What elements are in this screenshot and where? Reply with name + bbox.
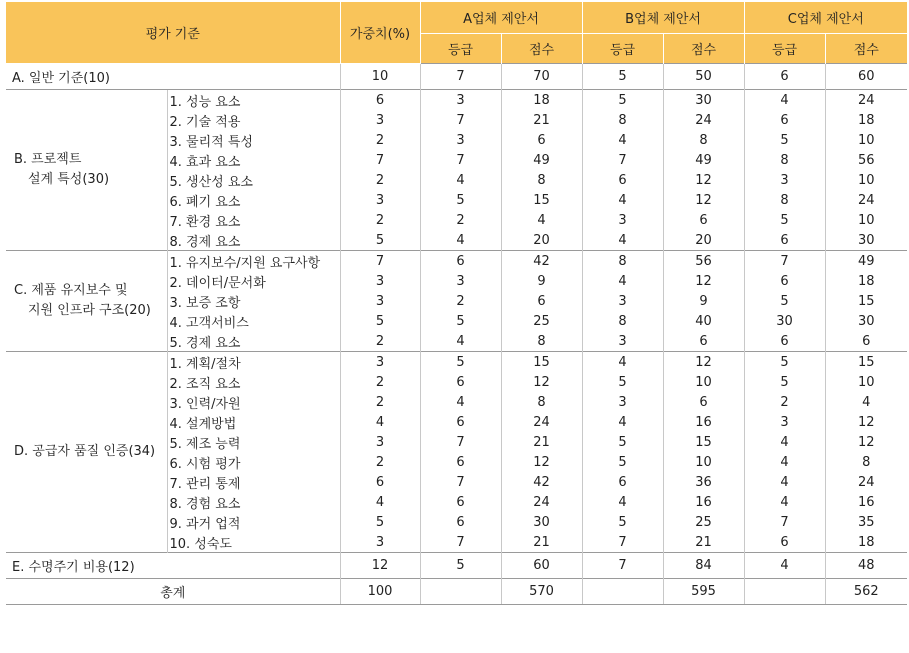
score-b-cell: 9 (663, 291, 744, 311)
row-general-criteria (6, 64, 907, 90)
grade-c-cell: 5 (744, 291, 825, 311)
grade-b-cell: 5 (582, 372, 663, 392)
score-b-cell: 12 (663, 190, 744, 210)
grade-a-cell: 7 (420, 472, 501, 492)
weight-cell: 3 (340, 432, 420, 452)
header-score-a: 점수 (501, 34, 582, 64)
score-c-cell: 56 (825, 150, 907, 170)
proposal-evaluation-table (6, 2, 907, 605)
sub-criterion-label: 3. 보증 조항 (167, 291, 340, 311)
sub-criterion-label: 1. 유지보수/지원 요구사항 (167, 251, 340, 272)
score-c-cell: 15 (825, 291, 907, 311)
grade-c-cell: 4 (744, 452, 825, 472)
grade-a-cell: 6 (420, 251, 501, 272)
score-a-cell: 25 (501, 311, 582, 331)
grade-c-cell: 7 (744, 512, 825, 532)
score-a-cell: 8 (501, 331, 582, 352)
group-project-design-category (6, 90, 167, 251)
grade-b-cell: 4 (582, 130, 663, 150)
score-a-cell: 8 (501, 392, 582, 412)
grade-a-cell: 7 (420, 150, 501, 170)
score-c-cell: 30 (825, 230, 907, 251)
score-a-cell: 4 (501, 210, 582, 230)
score-b-cell: 8 (663, 130, 744, 150)
score-a-cell: 21 (501, 532, 582, 553)
grade-c-cell: 6 (744, 230, 825, 251)
score-c-cell: 12 (825, 412, 907, 432)
score-b-cell: 20 (663, 230, 744, 251)
grade-c-cell: 2 (744, 392, 825, 412)
score-c-cell: 10 (825, 130, 907, 150)
grade-a-cell: 6 (420, 512, 501, 532)
sub-criterion-label: 7. 환경 요소 (167, 210, 340, 230)
score-a-cell: 15 (501, 352, 582, 373)
grade-b-cell: 6 (582, 170, 663, 190)
weight-cell: 2 (340, 210, 420, 230)
score-c-cell: 30 (825, 311, 907, 331)
sub-criterion-label: 4. 효과 요소 (167, 150, 340, 170)
score-a-cell: 49 (501, 150, 582, 170)
sub-criterion-label: 3. 인력/자원 (167, 392, 340, 412)
table-row (6, 90, 907, 111)
grade-c-cell: 5 (744, 352, 825, 373)
evaluation-table-container (6, 2, 907, 605)
grade-b-cell: 6 (582, 472, 663, 492)
weight-cell: 2 (340, 452, 420, 472)
sub-criterion-label: 5. 경제 요소 (167, 331, 340, 352)
group-maintenance-support-category (6, 251, 167, 352)
grade-c-cell: 6 (744, 271, 825, 291)
header-score-c: 점수 (825, 34, 907, 64)
weight-cell: 6 (340, 90, 420, 111)
grade-a-cell: 7 (420, 64, 501, 90)
score-c-cell: 4 (825, 392, 907, 412)
table-row (6, 251, 907, 272)
total-label: 총계 (6, 579, 340, 605)
grade-b-cell: 4 (582, 492, 663, 512)
grade-b-cell: 4 (582, 230, 663, 251)
score-c-cell: 24 (825, 472, 907, 492)
sub-criterion-label: 7. 관리 통제 (167, 472, 340, 492)
grade-b-cell: 3 (582, 210, 663, 230)
grade-b-cell: 8 (582, 251, 663, 272)
total-grade-b-cell (582, 579, 663, 605)
grade-a-cell: 2 (420, 210, 501, 230)
group-project-design-category-line1: B. 프로젝트 (14, 152, 82, 167)
score-c-cell: 15 (825, 352, 907, 373)
score-b-cell: 15 (663, 432, 744, 452)
weight-cell: 3 (340, 110, 420, 130)
sub-criterion-label: 4. 설계방법 (167, 412, 340, 432)
row-general-criteria-label: A. 일반 기준(10) (6, 64, 340, 90)
weight-cell: 3 (340, 352, 420, 373)
grade-a-cell: 6 (420, 492, 501, 512)
score-b-cell: 16 (663, 412, 744, 432)
grade-a-cell: 4 (420, 230, 501, 251)
score-a-cell: 12 (501, 452, 582, 472)
score-a-cell: 24 (501, 492, 582, 512)
weight-cell: 2 (340, 170, 420, 190)
score-c-cell: 60 (825, 64, 907, 90)
grade-c-cell: 4 (744, 432, 825, 452)
header-grade-b: 등급 (582, 34, 663, 64)
group-supplier-quality-category-line1: D. 공급자 품질 인증(34) (14, 444, 156, 459)
score-b-cell: 12 (663, 352, 744, 373)
score-b-cell: 21 (663, 532, 744, 553)
grade-b-cell: 7 (582, 532, 663, 553)
grade-c-cell: 4 (744, 553, 825, 579)
grade-a-cell: 7 (420, 532, 501, 553)
total-grade-c-cell (744, 579, 825, 605)
score-b-cell: 6 (663, 210, 744, 230)
weight-cell: 2 (340, 372, 420, 392)
grade-a-cell: 4 (420, 170, 501, 190)
score-b-cell: 25 (663, 512, 744, 532)
sub-criterion-label: 1. 계획/절차 (167, 352, 340, 373)
grade-a-cell: 4 (420, 331, 501, 352)
grade-c-cell: 6 (744, 64, 825, 90)
weight-cell: 7 (340, 251, 420, 272)
grade-c-cell: 5 (744, 372, 825, 392)
score-b-cell: 50 (663, 64, 744, 90)
score-a-cell: 42 (501, 472, 582, 492)
score-a-cell: 12 (501, 372, 582, 392)
weight-cell: 7 (340, 150, 420, 170)
grade-b-cell: 4 (582, 412, 663, 432)
grade-b-cell: 5 (582, 90, 663, 111)
sub-criterion-label: 5. 제조 능력 (167, 432, 340, 452)
sub-criterion-label: 2. 데이터/문서화 (167, 271, 340, 291)
table-header (6, 2, 907, 64)
score-c-cell: 24 (825, 90, 907, 111)
weight-cell: 3 (340, 271, 420, 291)
grade-b-cell: 4 (582, 271, 663, 291)
grade-a-cell: 6 (420, 412, 501, 432)
score-c-cell: 18 (825, 532, 907, 553)
score-b-cell: 10 (663, 372, 744, 392)
sub-criterion-label: 6. 폐기 요소 (167, 190, 340, 210)
score-b-cell: 6 (663, 392, 744, 412)
header-grade-c: 등급 (744, 34, 825, 64)
grade-b-cell: 5 (582, 512, 663, 532)
grade-c-cell: 6 (744, 532, 825, 553)
score-c-cell: 49 (825, 251, 907, 272)
weight-cell: 5 (340, 512, 420, 532)
grade-a-cell: 6 (420, 372, 501, 392)
header-criteria: 평가 기준 (6, 2, 340, 64)
sub-criterion-label: 2. 기술 적용 (167, 110, 340, 130)
score-b-cell: 12 (663, 170, 744, 190)
group-maintenance-support-category-line1: C. 제품 유지보수 및 (14, 283, 128, 298)
header-vendor-c: C업체 제안서 (744, 2, 907, 34)
score-a-cell: 20 (501, 230, 582, 251)
score-a-cell: 24 (501, 412, 582, 432)
score-a-cell: 21 (501, 110, 582, 130)
sub-criterion-label: 3. 물리적 특성 (167, 130, 340, 150)
score-a-cell: 60 (501, 553, 582, 579)
score-b-cell: 40 (663, 311, 744, 331)
score-c-cell: 18 (825, 110, 907, 130)
score-a-cell: 8 (501, 170, 582, 190)
score-a-cell: 42 (501, 251, 582, 272)
grade-a-cell: 5 (420, 190, 501, 210)
grade-a-cell: 3 (420, 130, 501, 150)
header-score-b: 점수 (663, 34, 744, 64)
group-supplier-quality-category (6, 352, 167, 553)
weight-cell: 6 (340, 472, 420, 492)
weight-cell: 2 (340, 130, 420, 150)
row-lifecycle-cost (6, 553, 907, 579)
score-c-cell: 8 (825, 452, 907, 472)
grade-c-cell: 8 (744, 190, 825, 210)
grade-c-cell: 30 (744, 311, 825, 331)
score-b-cell: 36 (663, 472, 744, 492)
grade-c-cell: 3 (744, 412, 825, 432)
weight-cell: 5 (340, 230, 420, 251)
grade-a-cell: 4 (420, 392, 501, 412)
score-b-cell: 6 (663, 331, 744, 352)
sub-criterion-label: 8. 경제 요소 (167, 230, 340, 251)
total-score-b-cell: 595 (663, 579, 744, 605)
grade-b-cell: 3 (582, 331, 663, 352)
score-a-cell: 70 (501, 64, 582, 90)
grade-a-cell: 2 (420, 291, 501, 311)
score-b-cell: 30 (663, 90, 744, 111)
weight-cell: 3 (340, 190, 420, 210)
grade-b-cell: 7 (582, 150, 663, 170)
grade-c-cell: 6 (744, 331, 825, 352)
grade-c-cell: 4 (744, 492, 825, 512)
score-b-cell: 12 (663, 271, 744, 291)
score-b-cell: 24 (663, 110, 744, 130)
score-c-cell: 12 (825, 432, 907, 452)
score-a-cell: 9 (501, 271, 582, 291)
table-body (6, 64, 907, 605)
sub-criterion-label: 9. 과거 업적 (167, 512, 340, 532)
grade-b-cell: 7 (582, 553, 663, 579)
score-b-cell: 84 (663, 553, 744, 579)
row-lifecycle-cost-label: E. 수명주기 비용(12) (6, 553, 340, 579)
grade-b-cell: 4 (582, 352, 663, 373)
grade-c-cell: 5 (744, 210, 825, 230)
total-grade-a-cell (420, 579, 501, 605)
sub-criterion-label: 1. 성능 요소 (167, 90, 340, 111)
weight-cell: 4 (340, 492, 420, 512)
group-project-design-category-line2: 설계 특성(30) (28, 172, 110, 187)
grade-c-cell: 6 (744, 110, 825, 130)
score-c-cell: 10 (825, 372, 907, 392)
grade-b-cell: 5 (582, 64, 663, 90)
weight-cell: 4 (340, 412, 420, 432)
grade-c-cell: 3 (744, 170, 825, 190)
header-weight: 가중치(%) (340, 2, 420, 64)
weight-cell: 2 (340, 392, 420, 412)
sub-criterion-label: 6. 시험 평가 (167, 452, 340, 472)
group-maintenance-support-category-line2: 지원 인프라 구조(20) (28, 303, 151, 318)
grade-a-cell: 5 (420, 311, 501, 331)
grade-b-cell: 5 (582, 432, 663, 452)
score-c-cell: 10 (825, 210, 907, 230)
score-c-cell: 35 (825, 512, 907, 532)
grade-a-cell: 5 (420, 553, 501, 579)
grade-c-cell: 5 (744, 130, 825, 150)
header-grade-a: 등급 (420, 34, 501, 64)
grade-a-cell: 6 (420, 452, 501, 472)
score-a-cell: 6 (501, 130, 582, 150)
header-vendor-a: A업체 제안서 (420, 2, 582, 34)
weight-cell: 3 (340, 532, 420, 553)
score-c-cell: 18 (825, 271, 907, 291)
grade-a-cell: 5 (420, 352, 501, 373)
score-a-cell: 15 (501, 190, 582, 210)
grade-b-cell: 5 (582, 452, 663, 472)
score-c-cell: 48 (825, 553, 907, 579)
grade-a-cell: 3 (420, 271, 501, 291)
sub-criterion-label: 2. 조직 요소 (167, 372, 340, 392)
table-row (6, 352, 907, 373)
score-c-cell: 16 (825, 492, 907, 512)
score-a-cell: 6 (501, 291, 582, 311)
header-vendor-b: B업체 제안서 (582, 2, 744, 34)
grade-b-cell: 8 (582, 110, 663, 130)
score-b-cell: 10 (663, 452, 744, 472)
total-score-a-cell: 570 (501, 579, 582, 605)
score-a-cell: 18 (501, 90, 582, 111)
grade-c-cell: 4 (744, 472, 825, 492)
sub-criterion-label: 8. 경험 요소 (167, 492, 340, 512)
weight-cell: 2 (340, 331, 420, 352)
grade-c-cell: 8 (744, 150, 825, 170)
weight-cell: 10 (340, 64, 420, 90)
score-c-cell: 6 (825, 331, 907, 352)
grade-c-cell: 7 (744, 251, 825, 272)
score-b-cell: 49 (663, 150, 744, 170)
grade-c-cell: 4 (744, 90, 825, 111)
weight-cell: 12 (340, 553, 420, 579)
sub-criterion-label: 4. 고객서비스 (167, 311, 340, 331)
weight-cell: 100 (340, 579, 420, 605)
grade-a-cell: 7 (420, 432, 501, 452)
score-c-cell: 10 (825, 170, 907, 190)
total-score-c-cell: 562 (825, 579, 907, 605)
score-b-cell: 56 (663, 251, 744, 272)
grade-b-cell: 4 (582, 190, 663, 210)
total-row (6, 579, 907, 605)
score-a-cell: 21 (501, 432, 582, 452)
grade-b-cell: 8 (582, 311, 663, 331)
weight-cell: 5 (340, 311, 420, 331)
grade-a-cell: 3 (420, 90, 501, 111)
score-a-cell: 30 (501, 512, 582, 532)
sub-criterion-label: 5. 생산성 요소 (167, 170, 340, 190)
grade-a-cell: 7 (420, 110, 501, 130)
sub-criterion-label: 10. 성숙도 (167, 532, 340, 553)
score-b-cell: 16 (663, 492, 744, 512)
grade-b-cell: 3 (582, 392, 663, 412)
grade-b-cell: 3 (582, 291, 663, 311)
score-c-cell: 24 (825, 190, 907, 210)
weight-cell: 3 (340, 291, 420, 311)
